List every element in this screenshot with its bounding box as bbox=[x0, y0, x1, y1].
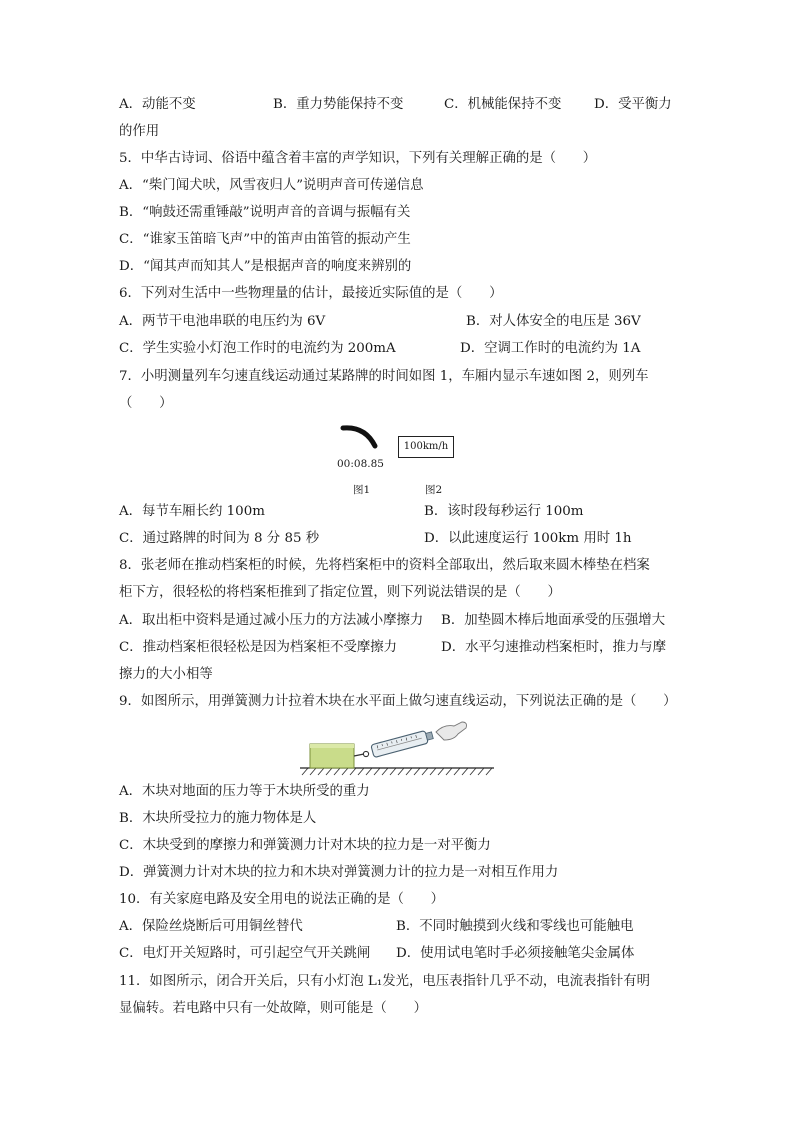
q8-option-d-continued: 擦力的大小相等 bbox=[119, 667, 213, 682]
q8-stem: 8．张老师在推动档案柜的时候，先将档案柜中的资料全部取出，然后取来圆木棒垫在档案 bbox=[119, 558, 650, 573]
q5-stem: 5．中华古诗词、俗语中蕴含着丰富的声学知识，下列有关理解正确的是（ ） bbox=[119, 151, 597, 166]
q9-option-d: D．弹簧测力计对木块的拉力和木块对弹簧测力计的拉力是一对相互作用力 bbox=[119, 865, 559, 880]
q11-stem-continued: 显偏转。若电路中只有一处故障，则可能是（ ） bbox=[119, 1001, 427, 1016]
fig2-caption: 图2 bbox=[425, 484, 443, 496]
q5-option-b: B．“响鼓还需重锤敲”说明声音的音调与振幅有关 bbox=[119, 205, 411, 220]
q7-option-c: C．通过路牌的时间为 8 分 85 秒 bbox=[119, 531, 320, 546]
hook-ring-icon bbox=[363, 751, 368, 756]
q7-stem: 7．小明测量列车匀速直线运动通过某路牌的时间如图 1，车厢内显示车速如图 2，则列车 bbox=[119, 369, 649, 384]
hook-line bbox=[354, 754, 364, 756]
q10-option-a: A．保险丝烧断后可用铜丝替代 bbox=[119, 919, 303, 934]
q8-stem-continued: 柜下方，很轻松的将档案柜推到了指定位置，则下列说法错误的是（ ） bbox=[119, 585, 561, 600]
q9-option-a: A．木块对地面的压力等于木块所受的重力 bbox=[119, 784, 370, 799]
q10-stem: 10．有关家庭电路及安全用电的说法正确的是（ ） bbox=[119, 892, 445, 907]
q8-option-b: B．加垫圆木棒后地面承受的压强增大 bbox=[441, 613, 666, 628]
q7-option-a: A．每节车厢长约 100m bbox=[119, 504, 265, 519]
q7-option-b: B．该时段每秒运行 100m bbox=[424, 504, 584, 519]
q7-timer-reading: 00:08.85 bbox=[337, 458, 384, 470]
q6-option-b: B．对人体安全的电压是 36V bbox=[466, 314, 641, 329]
fig1-caption: 图1 bbox=[353, 484, 371, 496]
q9-stem: 9．如图所示，用弹簧测力计拉着木块在水平面上做匀速直线运动，下列说法正确的是（ ） bbox=[119, 694, 677, 709]
q7-option-d: D．以此速度运行 100km 用时 1h bbox=[424, 531, 632, 546]
q9-option-c: C．木块受到的摩擦力和弹簧测力计对木块的拉力是一对平衡力 bbox=[119, 838, 491, 853]
q4-option-d: D．受平衡力 bbox=[594, 97, 672, 112]
q6-option-c: C．学生实验小灯泡工作时的电流约为 200mA bbox=[119, 341, 396, 356]
q8-option-c: C．推动档案柜很轻松是因为档案柜不受摩擦力 bbox=[119, 640, 398, 655]
q4-option-d-continued: 的作用 bbox=[119, 124, 160, 139]
q6-stem: 6．下列对生活中一些物理量的估计，最接近实际值的是（ ） bbox=[119, 286, 503, 301]
speed-display bbox=[398, 436, 454, 458]
spring-scale-figure bbox=[298, 718, 498, 776]
q5-option-d: D．“闻其声而知其人”是根据声音的响度来辨别的 bbox=[119, 259, 412, 274]
q9-option-b: B．木块所受拉力的施力物体是人 bbox=[119, 811, 317, 826]
q4-option-b: B．重力势能保持不变 bbox=[273, 97, 404, 112]
q10-option-b: B．不同时触摸到火线和零线也可能触电 bbox=[396, 919, 634, 934]
ground-hatching bbox=[302, 768, 492, 775]
spring-scale bbox=[371, 729, 434, 758]
q6-option-a: A．两节干电池串联的电压约为 6V bbox=[119, 314, 326, 329]
q8-option-a: A．取出柜中资料是通过减小压力的方法减小摩擦力 bbox=[119, 613, 424, 628]
q11-stem: 11．如图所示，闭合开关后，只有小灯泡 L₁发光，电压表指针几乎不动，电流表指针有明 bbox=[119, 974, 651, 989]
block-top-highlight bbox=[310, 744, 354, 748]
stopwatch-arc-icon bbox=[343, 428, 375, 446]
q10-option-c: C．电灯开关短路时，可引起空气开关跳闸 bbox=[119, 946, 371, 961]
q8-option-d: D．水平匀速推动档案柜时，推力与摩 bbox=[441, 640, 666, 655]
q5-option-a: A．“柴门闻犬吠，风雪夜归人”说明声音可传递信息 bbox=[119, 178, 424, 193]
q4-option-c: C．机械能保持不变 bbox=[444, 97, 562, 112]
q7-stem-continued: （ ） bbox=[119, 396, 173, 411]
q6-option-d: D．空调工作时的电流约为 1A bbox=[460, 341, 641, 356]
q5-option-c: C．“谁家玉笛暗飞声”中的笛声由笛管的振动产生 bbox=[119, 232, 411, 247]
speed-display-value: 100km/h bbox=[403, 441, 449, 452]
q4-option-a: A．动能不变 bbox=[119, 97, 196, 112]
stopwatch-figure bbox=[335, 420, 385, 452]
q10-option-d: D．使用试电笔时手必须接触笔尖金属体 bbox=[396, 946, 635, 961]
hand-icon bbox=[436, 722, 467, 740]
